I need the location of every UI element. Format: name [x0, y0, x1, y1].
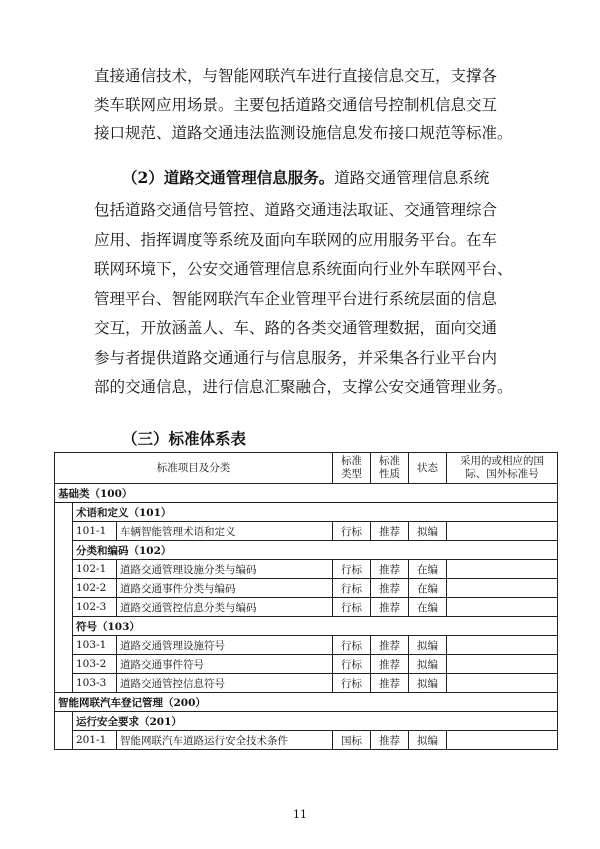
row-intl [447, 636, 558, 655]
row-status: 拟编 [409, 636, 447, 655]
text-line: 联网环境下，公安交通管理信息系统面向行业外车联网平台、 [94, 260, 513, 278]
text-line: 直接通信技术，与智能网联汽车进行直接信息交互，支撑各 [94, 67, 498, 85]
table-subgroup-row [55, 503, 558, 522]
text-line: 接口规范、道路交通违法监测设施信息发布接口规范等标准。 [94, 124, 513, 142]
row-intl [447, 731, 558, 750]
table-row [55, 731, 558, 750]
indent-cell [55, 712, 73, 750]
row-status: 拟编 [409, 731, 447, 750]
row-intl [447, 560, 558, 579]
row-nature: 推荐 [371, 579, 409, 598]
subgroup-label: 符号（103） [73, 617, 558, 636]
table-group-row [55, 693, 558, 712]
page-number: 11 [293, 808, 307, 821]
row-nature: 推荐 [371, 560, 409, 579]
header-intl: 采用的或相应的国际、国外标准号 [447, 453, 558, 484]
row-type: 行标 [333, 636, 371, 655]
row-name: 道路交通管理设施分类与编码 [117, 560, 333, 579]
table-row [55, 522, 558, 541]
row-id: 102-3 [73, 598, 117, 617]
table-row [55, 598, 558, 617]
subgroup-label: 术语和定义（101） [73, 503, 558, 522]
row-nature: 推荐 [371, 598, 409, 617]
table-row [55, 560, 558, 579]
header-type: 标准类型 [333, 453, 371, 484]
row-type: 行标 [333, 579, 371, 598]
row-id: 102-1 [73, 560, 117, 579]
header-nature: 标准性质 [371, 453, 409, 484]
row-status: 在编 [409, 598, 447, 617]
row-name: 道路交通管理设施符号 [117, 636, 333, 655]
text-line: 参与者提供道路交通通行与信息服务，并采集各行业平台内 [94, 348, 498, 367]
row-nature: 推荐 [371, 636, 409, 655]
row-status: 在编 [409, 579, 447, 598]
row-name: 道路交通事件符号 [117, 655, 333, 674]
subgroup-label: 分类和编码（102） [73, 541, 558, 560]
table-row [55, 579, 558, 598]
table-subgroup-row [55, 617, 558, 636]
section-heading: （三）标准体系表 [122, 429, 247, 448]
row-name: 道路交通事件分类与编码 [117, 579, 333, 598]
paragraph-title: （2）道路交通管理信息服务。 [122, 168, 335, 187]
row-intl [447, 674, 558, 693]
row-nature: 推荐 [371, 522, 409, 541]
header-status: 状态 [409, 453, 447, 484]
row-type: 行标 [333, 598, 371, 617]
table-subgroup-row [55, 541, 558, 560]
group-label: 智能网联汽车登记管理（200） [55, 693, 558, 712]
row-status: 拟编 [409, 674, 447, 693]
text-line: 类车联网应用场景。主要包括道路交通信号控制机信息交互 [94, 95, 498, 114]
row-id: 102-2 [73, 579, 117, 598]
row-name: 车辆智能管理术语和定义 [117, 522, 333, 541]
text-line: 部的交通信息，进行信息汇聚融合，支撑公安交通管理业务。 [94, 378, 513, 396]
row-id: 103-2 [73, 655, 117, 674]
text-line: 交互，开放涵盖人、车、路的各类交通管理数据，面向交通 [94, 319, 498, 337]
row-id: 103-1 [73, 636, 117, 655]
row-intl [447, 579, 558, 598]
row-id: 201-1 [73, 731, 117, 750]
row-type: 行标 [333, 655, 371, 674]
text-line: 管理平台、智能网联汽车企业管理平台进行系统层面的信息 [94, 289, 498, 308]
row-type: 行标 [333, 674, 371, 693]
group-label: 基础类（100） [55, 484, 558, 503]
row-type: 行标 [333, 522, 371, 541]
row-nature: 推荐 [371, 655, 409, 674]
row-name: 道路交通管控信息分类与编码 [117, 598, 333, 617]
paragraph-text: 道路交通管理信息系统 [334, 169, 490, 187]
row-status: 在编 [409, 560, 447, 579]
row-id: 101-1 [73, 522, 117, 541]
row-intl [447, 655, 558, 674]
standards-table [54, 452, 558, 750]
table-group-row [55, 484, 558, 503]
text-line: 应用、指挥调度等系统及面向车联网的应用服务平台。在车 [94, 230, 498, 249]
table-row [55, 674, 558, 693]
table-subgroup-row [55, 712, 558, 731]
row-nature: 推荐 [371, 731, 409, 750]
text-line: 包括道路交通信号管控、道路交通违法取证、交通管理综合 [94, 201, 498, 219]
row-nature: 推荐 [371, 674, 409, 693]
row-id: 103-3 [73, 674, 117, 693]
row-type: 行标 [333, 560, 371, 579]
row-status: 拟编 [409, 522, 447, 541]
subgroup-label: 运行安全要求（201） [73, 712, 558, 731]
row-name: 智能网联汽车道路运行安全技术条件 [117, 731, 333, 750]
row-intl [447, 522, 558, 541]
table-row [55, 636, 558, 655]
row-name: 道路交通管控信息符号 [117, 674, 333, 693]
text-line [122, 166, 489, 188]
row-status: 拟编 [409, 655, 447, 674]
row-type: 国标 [333, 731, 371, 750]
indent-cell [55, 503, 73, 693]
header-item: 标准项目及分类 [55, 453, 333, 484]
table-header-row [55, 453, 558, 484]
table-row [55, 655, 558, 674]
row-intl [447, 598, 558, 617]
